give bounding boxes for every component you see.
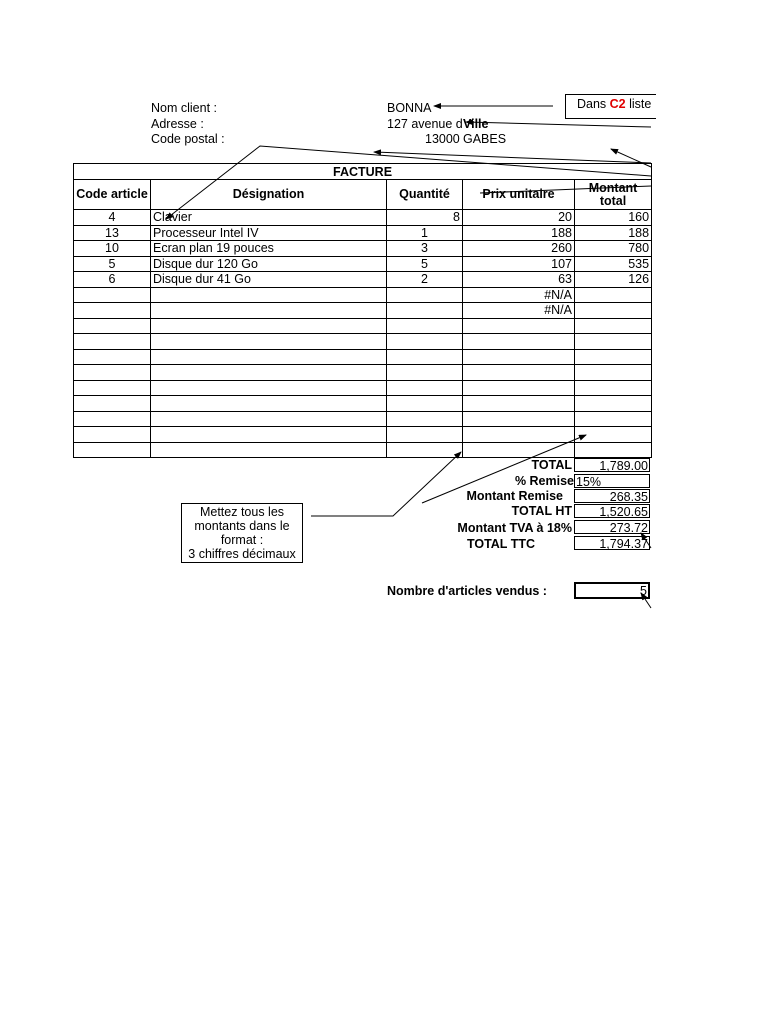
cell-price: #N/A xyxy=(463,287,575,303)
cell-designation: Ecran plan 19 pouces xyxy=(151,241,387,257)
header-montant-total: Montant total xyxy=(575,180,652,210)
postal-city-value: GABES xyxy=(463,132,507,146)
format-note-line-4: 3 chiffres décimaux xyxy=(188,547,296,561)
tva-value: 273.72 xyxy=(574,520,650,534)
arrow-format-to-table xyxy=(311,452,461,516)
arrow-to-designation xyxy=(166,146,651,219)
client-name-label: Nom client : xyxy=(151,101,217,115)
total-ht-label: TOTAL HT xyxy=(511,504,572,518)
cell-quantity: 8 xyxy=(387,210,463,226)
header-prix-unitaire: Prix unitaire xyxy=(463,180,575,210)
cell-total: 126 xyxy=(575,272,652,288)
cell-designation: Disque dur 41 Go xyxy=(151,272,387,288)
cell-code: 6 xyxy=(74,272,151,288)
arrow-to-articles xyxy=(641,593,651,608)
cell-code: 10 xyxy=(74,241,151,257)
cell-designation: Clavier xyxy=(151,210,387,226)
total-value: 1,789.00 xyxy=(574,458,650,472)
client-name-value: BONNA xyxy=(387,101,432,115)
address-label: Adresse : xyxy=(151,117,204,131)
cell-price: 188 xyxy=(463,225,575,241)
address-value: 127 avenue d xyxy=(387,117,463,131)
cell-price: 63 xyxy=(463,272,575,288)
cell-quantity: 3 xyxy=(387,241,463,257)
postal-code-value: 13000 xyxy=(425,132,460,146)
cell-code: 13 xyxy=(74,225,151,241)
header-code-article: Code article xyxy=(74,180,151,210)
discount-pct-label: % Remise xyxy=(514,474,574,488)
total-label: TOTAL xyxy=(531,458,572,472)
note-top-ref: C2 xyxy=(609,97,626,111)
format-note-line-1: Mettez tous les xyxy=(199,505,285,519)
cell-quantity: 5 xyxy=(387,256,463,272)
format-note-line-2: montants dans le xyxy=(194,519,290,533)
cell-price: 20 xyxy=(463,210,575,226)
cell-quantity: 1 xyxy=(387,225,463,241)
arrow-to-address xyxy=(466,122,651,127)
cell-price: 107 xyxy=(463,256,575,272)
cell-quantity: 2 xyxy=(387,272,463,288)
format-note-line-3: format : xyxy=(220,533,264,547)
tva-label: Montant TVA à 18% xyxy=(457,521,572,535)
ttc-value: 1,794.37 xyxy=(574,536,650,550)
discount-amount-value: 268.35 xyxy=(574,489,650,503)
header-designation: Désignation xyxy=(151,180,387,210)
cell-total: 535 xyxy=(575,256,652,272)
cell-total: 160 xyxy=(575,210,652,226)
arrow-to-ttc xyxy=(641,533,651,548)
arrow-format-to-montant xyxy=(422,435,586,503)
articles-count-value: 5 xyxy=(574,582,650,599)
postal-code-label: Code postal : xyxy=(151,132,225,146)
cell-price: 260 xyxy=(463,241,575,257)
address-overlay-text: Ville xyxy=(463,117,489,131)
note-top-prefix: Dans xyxy=(577,97,610,111)
cell-total: 188 xyxy=(575,225,652,241)
cell-designation: Processeur Intel IV xyxy=(151,225,387,241)
line-montant xyxy=(480,186,651,193)
discount-amount-label: Montant Remise xyxy=(466,489,563,503)
cell-total: 780 xyxy=(575,241,652,257)
discount-pct-value: 15% xyxy=(574,474,650,488)
arrow-to-postal xyxy=(611,149,651,167)
total-ht-value: 1,520.65 xyxy=(574,504,650,518)
header-quantite: Quantité xyxy=(387,180,463,210)
cell-code: 4 xyxy=(74,210,151,226)
cell-price: #N/A xyxy=(463,303,575,319)
articles-count-label: Nombre d'articles vendus : xyxy=(387,584,547,598)
cell-code: 5 xyxy=(74,256,151,272)
ttc-label: TOTAL TTC xyxy=(466,537,535,551)
invoice-title: FACTURE xyxy=(74,164,652,180)
cell-designation: Disque dur 120 Go xyxy=(151,256,387,272)
note-top-suffix: liste xyxy=(625,97,652,111)
